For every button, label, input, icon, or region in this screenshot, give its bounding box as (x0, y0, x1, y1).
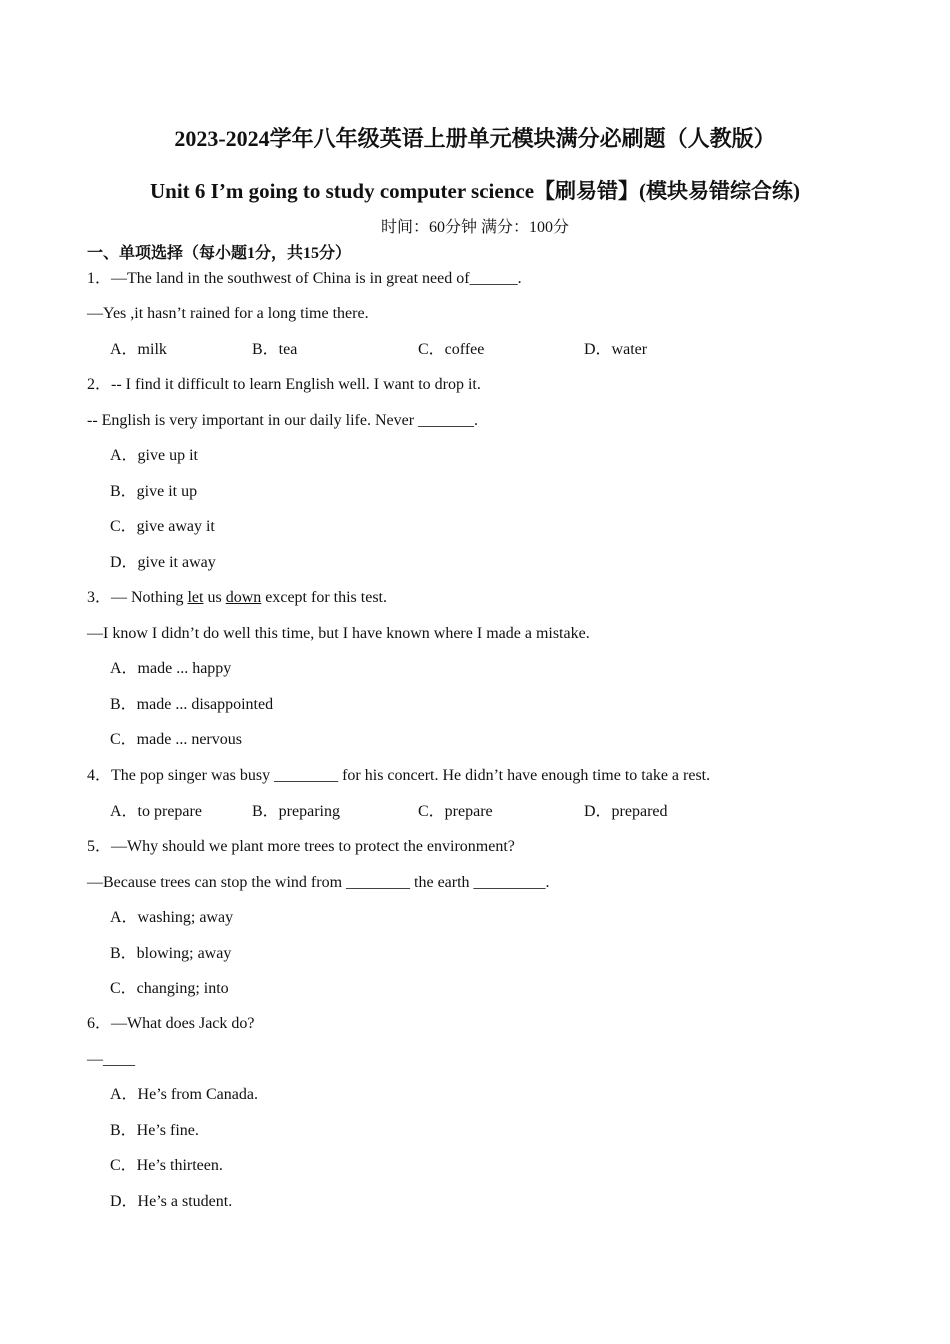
question-3-stem-suffix: except for this test. (261, 589, 387, 606)
page-title: 2023-2024学年八年级英语上册单元模块满分必刷题（人教版） (174, 126, 776, 151)
question-4-option-c: C．prepare (418, 803, 493, 820)
question-6-line2: —____ (87, 1051, 135, 1068)
section-heading: 一、单项选择（每小题1分，共15分） (87, 245, 352, 262)
question-2-option-a: A．give up it (110, 447, 198, 464)
question-1-stem: 1．—The land in the southwest of China is in great need of______. (87, 270, 522, 287)
question-2-line2: -- English is very important in our daily life. Never _______. (87, 412, 479, 429)
question-1-option-d: D．water (584, 341, 648, 358)
question-2-stem: 2．-- I find it difficult to learn English well. I want to drop it. (87, 376, 481, 393)
question-1-line2: —Yes ,it hasn’t rained for a long time there. (87, 305, 369, 322)
question-2-option-d: D．give it away (110, 554, 216, 571)
question-3-underlined-let: let (187, 589, 204, 606)
question-6-option-a: A．He’s from Canada. (110, 1086, 258, 1103)
question-4-option-a: A．to prepare (110, 803, 202, 820)
exam-meta: 时间：60分钟 满分：100分 (380, 219, 569, 236)
question-1-option-c: C．coffee (418, 341, 485, 358)
page-subtitle: Unit 6 I’m going to study computer science【刷易错】(模块易错综合练) (150, 179, 800, 203)
question-3-stem-mid: us (203, 589, 226, 606)
question-1-option-a: A．milk (110, 341, 167, 358)
question-3-option-c: C．made ... nervous (110, 731, 242, 748)
question-3-option-b: B．made ... disappointed (110, 696, 274, 713)
question-2-option-b: B．give it up (110, 483, 198, 500)
question-5-line2: —Because trees can stop the wind from ________ the earth _________. (87, 874, 550, 891)
question-6-option-d: D．He’s a student. (110, 1193, 233, 1210)
question-6-option-b: B．He’s fine. (110, 1122, 199, 1139)
question-3-stem-prefix: 3．— Nothing (87, 589, 188, 606)
question-6-stem: 6．—What does Jack do? (87, 1015, 255, 1032)
question-2-option-c: C．give away it (110, 518, 215, 535)
question-1-option-b: B．tea (252, 341, 298, 358)
question-3-stem (87, 586, 387, 610)
question-4-stem: 4．The pop singer was busy ________ for his concert. He didn’t have enough time to take a rest. (87, 767, 711, 784)
question-3-option-a: A．made ... happy (110, 660, 232, 677)
question-4-option-b: B．preparing (252, 803, 340, 820)
question-3-line2: —I know I didn’t do well this time, but I have known where I made a mistake. (87, 625, 590, 642)
question-3-underlined-down: down (225, 589, 262, 606)
question-6-option-c: C．He’s thirteen. (110, 1157, 223, 1174)
question-5-option-b: B．blowing; away (110, 945, 232, 962)
question-5-option-a: A．washing; away (110, 909, 234, 926)
question-5-stem: 5．—Why should we plant more trees to protect the environment? (87, 838, 515, 855)
question-4-option-d: D．prepared (584, 803, 668, 820)
question-5-option-c: C．changing; into (110, 980, 229, 997)
